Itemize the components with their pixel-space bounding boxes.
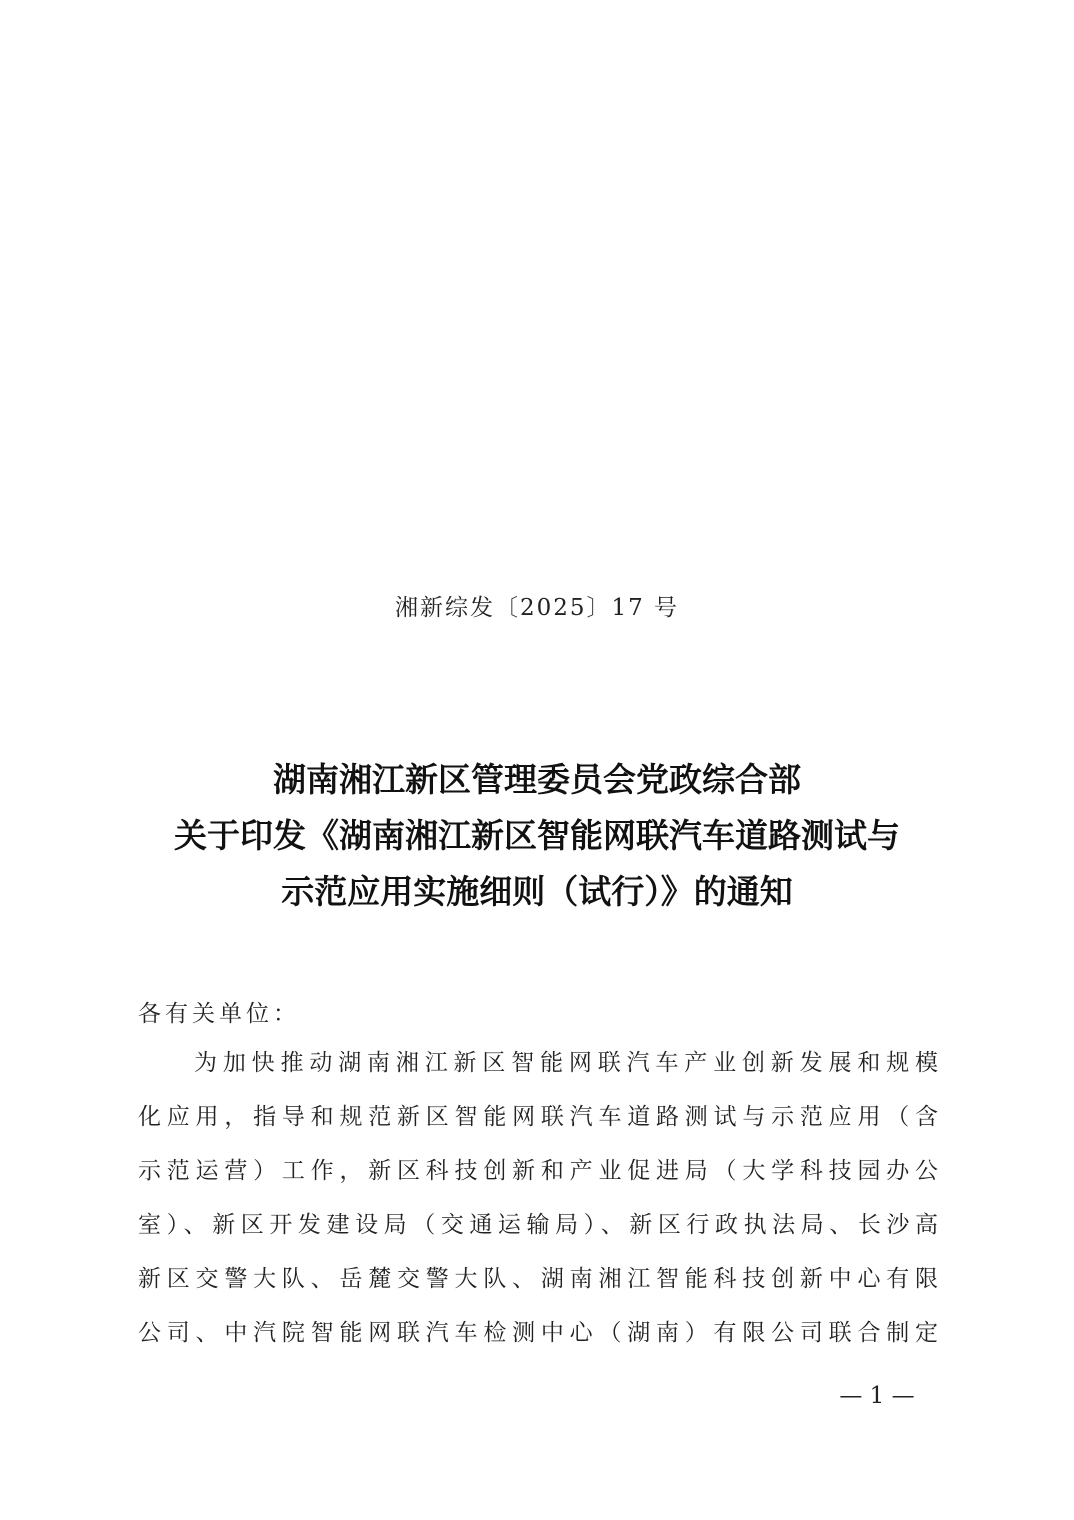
salutation: 各有关单位：	[138, 1001, 300, 1027]
body-line-6: 公司、中汽院智能网联汽车检测中心（湖南）有限公司联合制定	[138, 1320, 938, 1346]
document-title	[60, 752, 1014, 920]
body-line-4: 室）、新区开发建设局（交通运输局）、新区行政执法局、长沙高	[138, 1212, 938, 1238]
body-line-2: 化应用，指导和规范新区智能网联汽车道路测试与示范应用（含	[138, 1104, 938, 1130]
page-number: — 1 —	[839, 1383, 915, 1409]
body-line-3: 示范运营）工作，新区科技创新和产业促进局（大学科技园办公	[138, 1158, 938, 1184]
body-line-5: 新区交警大队、岳麓交警大队、湖南湘江智能科技创新中心有限	[138, 1266, 938, 1292]
document-number: 湘新综发〔2025〕17 号	[394, 595, 680, 621]
title-line-3: 示范应用实施细则（试行）》的通知	[281, 872, 793, 911]
body-paragraph	[138, 1041, 938, 1365]
body-line-1: 为加快推动湖南湘江新区智能网联汽车产业创新发展和规模	[194, 1050, 938, 1076]
title-line-2: 关于印发《湖南湘江新区智能网联汽车道路测试与	[174, 816, 900, 855]
title-line-1: 湖南湘江新区管理委员会党政综合部	[273, 760, 801, 799]
